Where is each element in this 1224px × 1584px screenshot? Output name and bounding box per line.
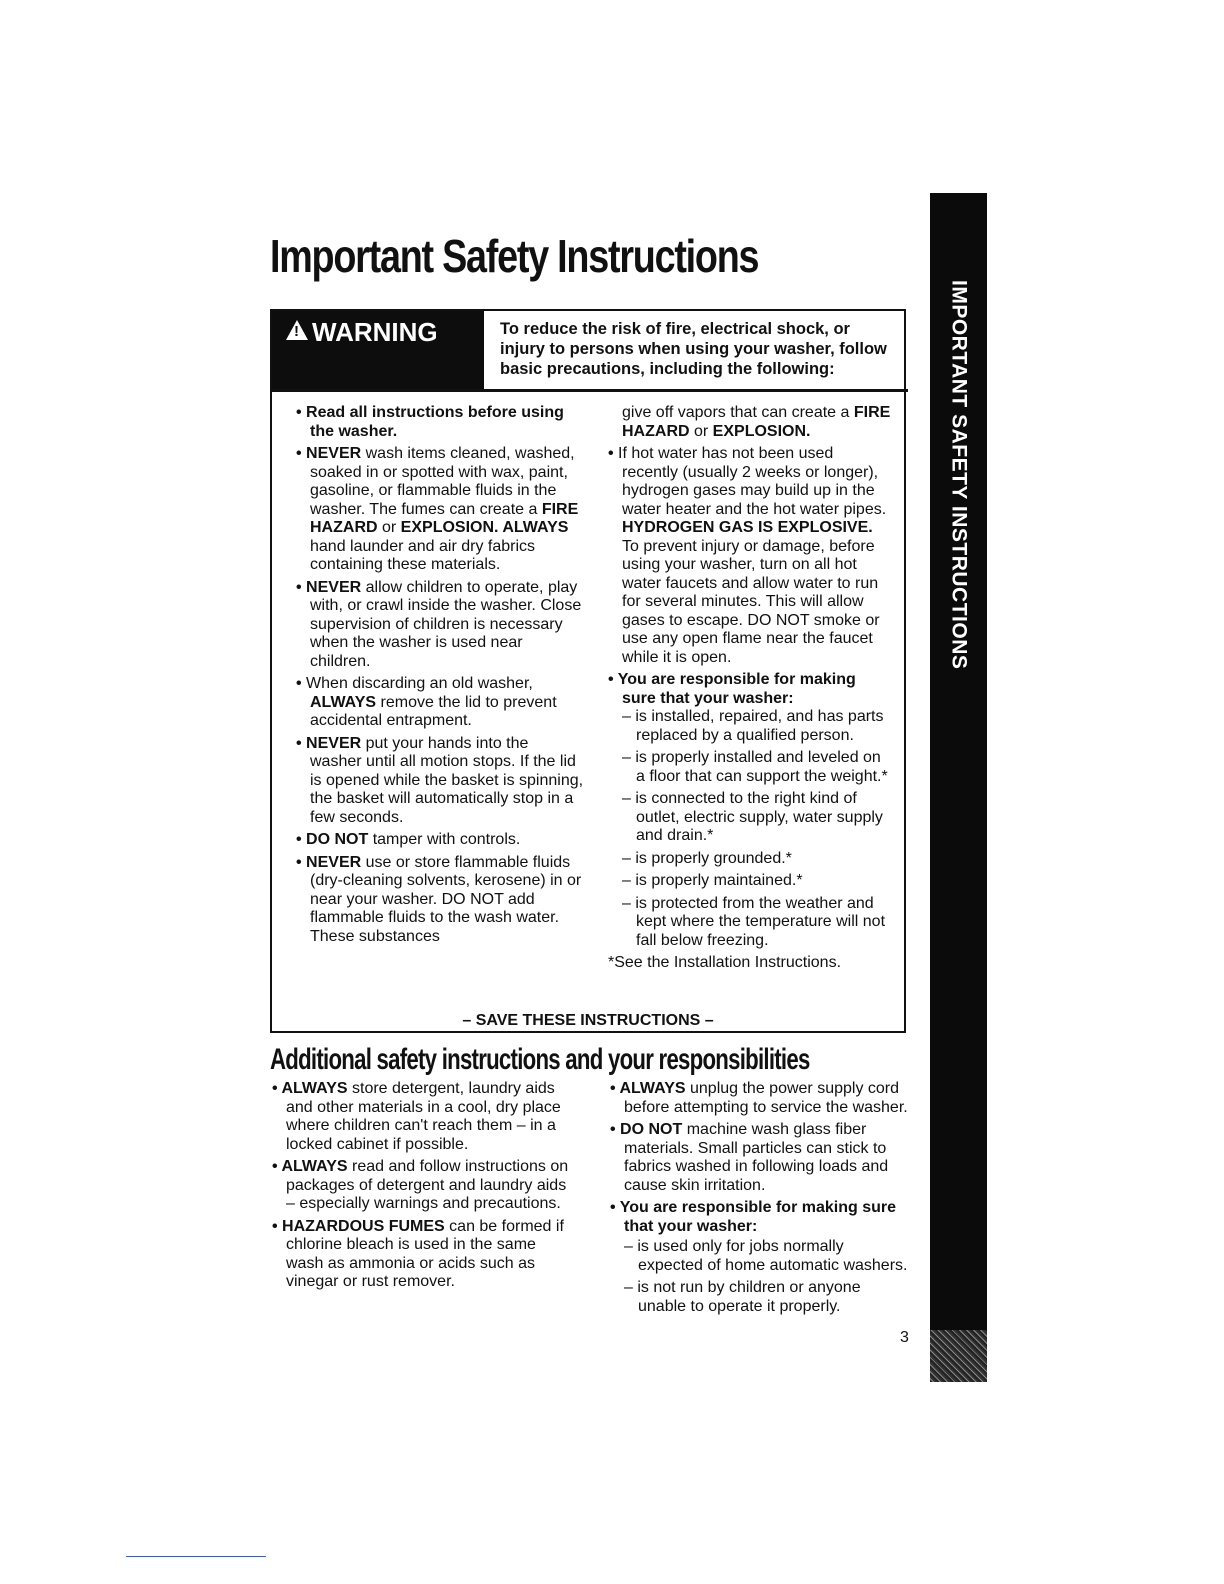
list-item: • DO NOT tamper with controls. <box>296 831 584 850</box>
list-item: • If hot water has not been used recently (usually 2 weeks or longer), hydrogen gases may build up in the water heater and the hot water pipes. HYDROGEN GAS IS EXPLOSIVE. To prevent injury or damage, before using your washer, turn on all hot water faucets and allow water to run for several minutes. This will allow gases to escape. DO NOT smoke or use any open flame near the faucet while it is open. <box>608 445 892 667</box>
sub-item: – is properly installed and leveled on a floor that can support the weight.* <box>622 749 888 785</box>
additional-left-column <box>272 1080 576 1296</box>
sub-item: – is used only for jobs normally expected of home automatic washers. <box>624 1238 908 1274</box>
warning-right-column <box>608 404 892 977</box>
list-item: • Read all instructions before using the washer. <box>296 404 584 441</box>
page-number: 3 <box>900 1329 909 1346</box>
list-item: • DO NOT machine wash glass fiber materials. Small particles can stick to fabrics washed in following loads and cause skin irritation. <box>610 1121 910 1195</box>
list-item: • NEVER allow children to operate, play with, or crawl inside the washer. Close supervision of children is necessary when the washer is used near children. <box>296 579 584 672</box>
side-tab-label: IMPORTANT SAFETY INSTRUCTIONS <box>947 280 971 670</box>
list-item-continued: give off vapors that can create a FIRE HAZARD or EXPLOSION. <box>622 404 891 440</box>
list-item: • You are responsible for making sure that your washer: <box>610 1199 910 1236</box>
warning-left-column <box>296 404 584 950</box>
warning-triangle-icon <box>286 320 308 340</box>
warning-intro: To reduce the risk of fire, electrical shock, or injury to persons when using your washer, follow basic precautions, including the following: <box>500 320 887 378</box>
list-item: • NEVER use or store flammable fluids (dry-cleaning solvents, kerosene) in or near your washer. DO NOT add flammable fluids to the wash water. These substances <box>296 854 584 947</box>
list-item: • You are responsible for making sure that your washer: <box>608 671 892 708</box>
save-instructions: – SAVE THESE INSTRUCTIONS – <box>462 1012 714 1029</box>
sub-item: – is not run by children or anyone unable to operate it properly. <box>624 1279 861 1315</box>
warning-label: WARNING <box>312 317 438 347</box>
sub-item: – is connected to the right kind of outlet, electric supply, water supply and drain.* <box>622 790 883 844</box>
sub-item: – is properly grounded.* <box>622 849 792 867</box>
list-item: • HAZARDOUS FUMES can be formed if chlorine bleach is used in the same wash as ammonia or acids such as vinegar or rust remover. <box>272 1218 576 1292</box>
list-item: • NEVER put your hands into the washer until all motion stops. If the lid is opened while the basket is spinning, the basket will automatically stop in a few seconds. <box>296 735 584 828</box>
sub-item: – is properly maintained.* <box>622 872 803 889</box>
footer-rule <box>126 1556 266 1557</box>
list-item: • ALWAYS unplug the power supply cord before attempting to service the washer. <box>610 1080 910 1117</box>
list-item: • When discarding an old washer, ALWAYS remove the lid to prevent accidental entrapment. <box>296 675 584 731</box>
list-item: • ALWAYS store detergent, laundry aids and other materials in a cool, dry place where children can't reach them – in a locked cabinet if possible. <box>272 1080 576 1154</box>
page-title: Important Safety Instructions <box>270 230 759 282</box>
section-heading: Additional safety instructions and your responsibilities <box>270 1043 810 1076</box>
footnote: *See the Installation Instructions. <box>608 954 842 971</box>
list-item: • NEVER wash items cleaned, washed, soaked in or spotted with wax, paint, gasoline, or flammable fluids in the washer. The fumes can create a FIRE HAZARD or EXPLOSION. ALWAYS hand launder and air dry fabrics containing these materials. <box>296 445 584 575</box>
warning-header <box>272 311 484 391</box>
side-tab-texture <box>930 1330 987 1382</box>
additional-right-column <box>610 1080 910 1320</box>
sub-item: – is protected from the weather and kept where the temperature will not fall below freezing. <box>622 894 886 949</box>
warning-divider <box>272 389 908 392</box>
sub-item: – is installed, repaired, and has parts replaced by a qualified person. <box>622 708 884 744</box>
list-item: • ALWAYS read and follow instructions on packages of detergent and laundry aids – especially warnings and precautions. <box>272 1158 576 1214</box>
